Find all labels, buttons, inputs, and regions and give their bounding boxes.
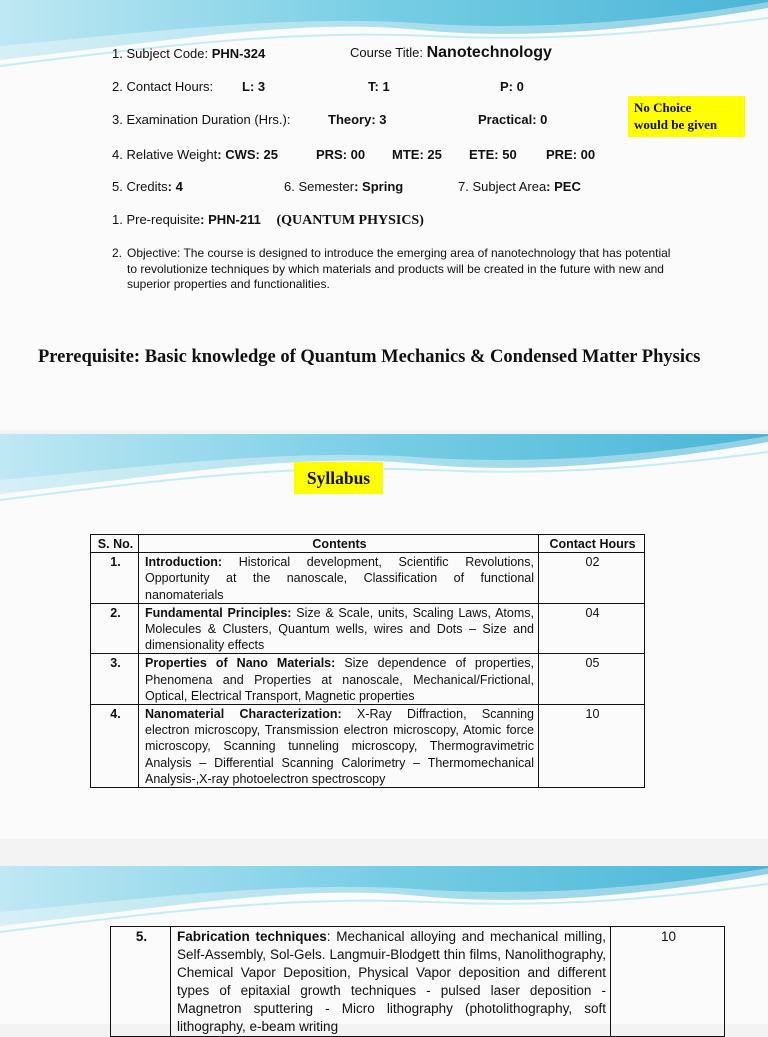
table-row	[91, 553, 645, 604]
objective-number: 2.	[112, 246, 123, 260]
course-title-label: Course Title:	[350, 45, 427, 60]
no-choice-note	[628, 96, 745, 137]
exam-duration-label: 3. Examination Duration (Hrs.):	[112, 112, 291, 127]
prerequisite-line	[112, 212, 424, 229]
row-title: Introduction:	[145, 555, 223, 570]
header-sno: S. No.	[91, 535, 139, 553]
row-text: Size dependence of properties, Phenomena and Properties at nanoscale, Mechanical/Frictional, Optical, Electrical Transport, Magnetic properties	[145, 656, 534, 703]
table-row	[91, 603, 645, 654]
header-contents: Contents	[139, 535, 539, 553]
row-hours: 05	[539, 654, 645, 705]
row-title: Nanomaterial Characterization:	[145, 707, 342, 722]
ete-weight: ETE: 50	[469, 147, 517, 162]
course-title-value: Nanotechnology	[426, 44, 552, 61]
row-text: Historical development, Scientific Revolutions, Opportunity at the nanoscale, Classification of functional nanomaterials	[145, 555, 534, 602]
row-contents	[139, 654, 539, 705]
row-hours: 10	[611, 927, 725, 1037]
row-number: 4.	[91, 705, 139, 788]
practical-hours: P: 0	[500, 79, 524, 94]
row-contents	[139, 705, 539, 788]
note-line-1: No Choice	[634, 100, 692, 115]
cws-weight: : CWS: 25	[217, 147, 278, 162]
row-hours: 04	[539, 603, 645, 654]
subject-code-label: 1. Subject Code:	[112, 46, 212, 61]
row-hours: 02	[539, 553, 645, 604]
table-row	[111, 927, 725, 1037]
row-contents	[139, 603, 539, 654]
row-number: 3.	[91, 654, 139, 705]
syllabus-table-continued	[110, 926, 725, 1037]
header-contact-hours: Contact Hours	[539, 535, 645, 553]
note-line-2: would be given	[634, 117, 718, 132]
semester-label: 6. Semester	[284, 179, 355, 194]
row-contents	[139, 553, 539, 604]
prerequisite-note-heading: Prerequisite: Basic knowledge of Quantum Mechanics & Condensed Matter Physics	[38, 347, 701, 367]
row-title: Fundamental Principles:	[145, 605, 292, 620]
table-row	[91, 705, 645, 788]
prerequisite-code: : PHN-211	[200, 212, 261, 227]
theory-duration: Theory: 3	[328, 112, 387, 127]
credits-value: : 4	[167, 179, 183, 194]
pre-weight: PRE: 00	[546, 147, 596, 162]
semester-line	[284, 179, 403, 194]
row-number: 5.	[111, 927, 171, 1037]
objective-paragraph	[112, 246, 682, 293]
table-header-row	[91, 535, 645, 553]
row-text: X-Ray Diffraction, Scanning electron microscopy, Transmission electron microscopy, Atomic force microscopy, Scanning tunneling microscopy, Thermogravimetric Analysis – Differential Scanning Calorimetry – Thermomechanical Analysis-,X-ray photoelectron spectroscopy	[145, 707, 534, 786]
subject-area-label: 7. Subject Area	[458, 179, 547, 194]
header-wave-graphic	[0, 434, 768, 506]
subject-code-value: PHN-324	[211, 46, 266, 61]
prerequisite-label: 1. Pre-requisite	[112, 212, 201, 227]
credits-line	[112, 179, 183, 194]
prerequisite-name: (QUANTUM PHYSICS)	[276, 213, 424, 228]
table-row	[91, 654, 645, 705]
row-text: Size & Scale, units, Scaling Laws, Atoms, Molecules & Clusters, Quantum wells, wires and Dots – Size and dimensionality effects	[145, 605, 534, 653]
relative-weight-label: 4. Relative Weight	[112, 147, 218, 162]
subject-area-line	[458, 179, 581, 194]
row-text: : Mechanical alloying and mechanical milling, Self-Assembly, Sol-Gels. Langmuir-Blodgett thin films, Nanolithography, Chemical Vapor Deposition, Physical Vapor deposition and different types of epitaxial growth techniques - pulsed laser deposition - Magnetron sputtering - Micro lithography (photolithography, soft lithography, e-beam writing	[177, 929, 606, 1034]
syllabus-label: Syllabus	[294, 462, 383, 494]
objective-text: Objective: The course is designed to introduce the emerging area of nanotechnology that has potential to revolutionize techniques by which materials and products will be created in the future with new and superior properties and functionalities.	[127, 246, 671, 291]
row-title: Fabrication techniques	[177, 929, 327, 944]
tutorial-hours: T: 1	[368, 79, 390, 94]
subject-area-value: : PEC	[546, 179, 581, 194]
lecture-hours: L: 3	[242, 79, 266, 94]
credits-label: 5. Credits	[112, 179, 168, 194]
syllabus-table	[90, 534, 645, 788]
course-title-line	[350, 44, 552, 62]
row-title: Properties of Nano Materials:	[145, 656, 336, 671]
subject-code-line	[112, 46, 265, 61]
mte-weight: MTE: 25	[392, 147, 442, 162]
row-number: 2.	[91, 603, 139, 654]
slide-course-info	[0, 0, 768, 430]
row-number: 1.	[91, 553, 139, 604]
practical-duration: Practical: 0	[478, 112, 548, 127]
row-contents	[171, 927, 611, 1037]
row-hours: 10	[539, 705, 645, 788]
relative-weight-line	[112, 147, 278, 162]
prs-weight: PRS: 00	[316, 147, 366, 162]
contact-hours-label: 2. Contact Hours:	[112, 79, 214, 94]
semester-value: : Spring	[354, 179, 404, 194]
